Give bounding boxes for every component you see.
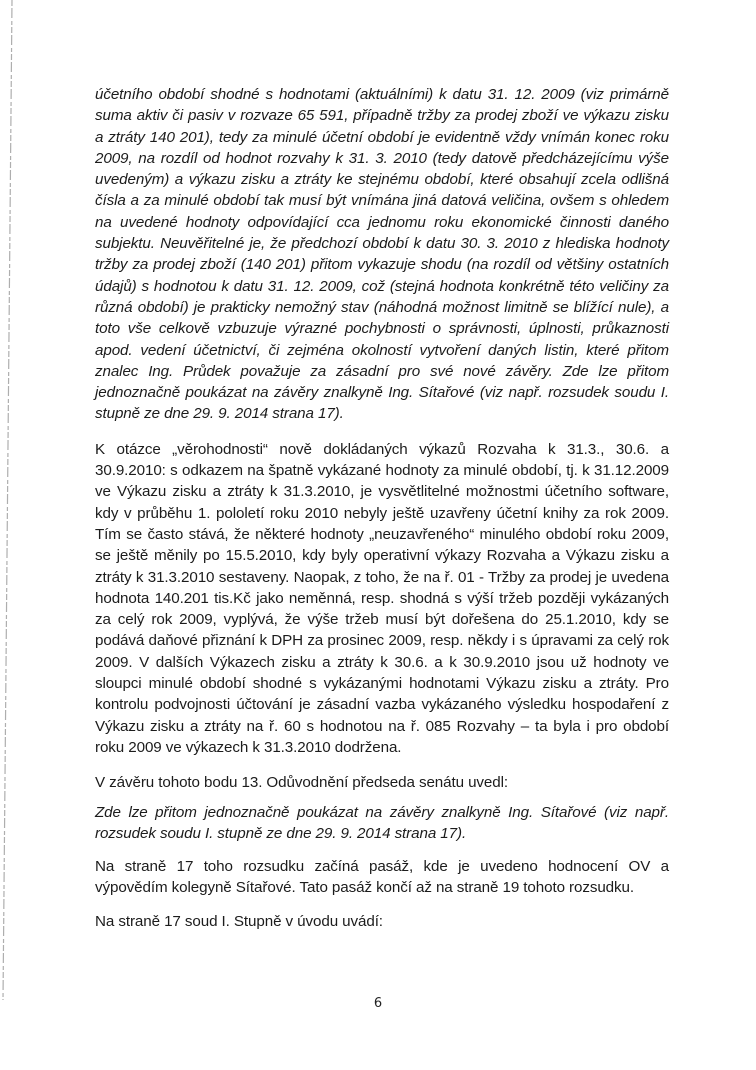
paragraph-page-17-reference: Na straně 17 toho rozsudku začíná pasáž, kde je uvedeno hodnocení OV a výpovědím kolegyně Sítařové. Tato pasáž končí až na straně 19 tohoto rozsudku. bbox=[95, 858, 669, 897]
document-page bbox=[95, 84, 669, 932]
paragraph-conclusion-intro: V závěru tohoto bodu 13. Odůvodnění předseda senátu uvedl: bbox=[95, 774, 509, 792]
paragraph-quoted-expert-opinion: účetního období shodné s hodnotami (aktuálními) k datu 31. 12. 2009 (viz primárně suma aktiv či pasiv v rozvaze 65 591, případně tržby za prodej zboží ve výkazu zisku a ztráty 140 201), tedy za minulé účetní období je evidentně vždy vnímán konec roku 2009, na rozdíl od hodnot rozvahy k 31. 3. 2010 (tedy datově předcházejícímu výše uvedeným) a výkazu zisku a ztráty ke stejnému období, které obsahují zcela odlišná čísla a za minulé období tak musí být vnímána jiná datová veličina, ovšem s ohledem na uvedené hodnoty odpovídající cca jednomu roku ekonomické činnosti daného subjektu. Neuvěřitelné je, že předchozí období k datu 30. 3. 2010 z hlediska hodnoty tržby za prodej zboží (140 201) přitom vykazuje shodu (na rozdíl od většiny ostatních údajů) s hodnotou k datu 31. 12. 2009, což (stejná hodnota konkrétně této veličiny za různá období) je prakticky nemožný stav (náhodná možnost limitně se blížící nule), a toto vše celkově vzbuzuje výrazné pochybnosti o správnosti, úplnosti, průkaznosti apod. vedení účetnictví, či zejména okolností vytvoření daných listin, které přitom znalec Ing. Průdek považuje za zásadní pro své nové závěry. Zde lze přitom jednoznačně poukázat na závěry znalkyně Ing. Sítařové (viz např. rozsudek soudu I. stupně ze dne 29. 9. 2014 strana 17). bbox=[95, 86, 669, 423]
paragraph-credibility-of-statements: K otázce „věrohodnosti“ nově dokládaných výkazů Rozvaha k 31.3., 30.6. a 30.9.2010: s odkazem na špatně vykázané hodnoty za minulé období, tj. k 31.12.2009 ve Výkazu zisku a ztráty k 31.3.2010, je vysvětlitelné možnostmi účetního software, kdy v průběhu 1. pololetí roku 2010 nebyly ještě uzavřeny účetní knihy za rok 2009. Tím se často stává, že některé hodnoty „neuzavřeného“ minulého období roku 2009, se ještě měnily po 15.5.2010, kdy byly operativní výkazy Rozvaha a Výkazu zisku a ztráty k 31.3.2010 sestaveny. Naopak, z toho, že na ř. 01 - Tržby za prodej je uvedena hodnota 140.201 tis.Kč jako neměnná, resp. shodná s výší tržeb později vykázaných za celý rok 2009, vyplývá, že výše tržeb musí být dořešena do 25.1.2010, kdy se podává daňové přiznání k DPH za prosinec 2009, resp. někdy i s úpravami za celý rok 2009. V dalších Výkazech zisku a ztráty k 30.6. a k 30.9.2010 jsou už hodnoty ve sloupci minulé období shodné s vykázanými hodnotami Výkazu zisku a ztráty. Pro kontrolu podvojnosti účtování je zásadní vazba vykázaného výsledku hospodaření z Výkazu zisku a ztráty na ř. 60 s hodnotou na ř. 085 Rozvahy – ta byla i pro období roku 2009 ve výkazech k 31.3.2010 dodržena. bbox=[95, 440, 669, 756]
paragraph-quoted-conclusion: Zde lze přitom jednoznačně poukázat na závěry znalkyně Ing. Sítařové (viz např. rozsudek soudu I. stupně ze dne 29. 9. 2014 strana 17). bbox=[95, 803, 669, 842]
paragraph-court-intro: Na straně 17 soud I. Stupně v úvodu uvádí: bbox=[95, 912, 383, 930]
scan-edge-artifact bbox=[0, 0, 20, 1070]
page-number: 6 bbox=[373, 996, 383, 1011]
